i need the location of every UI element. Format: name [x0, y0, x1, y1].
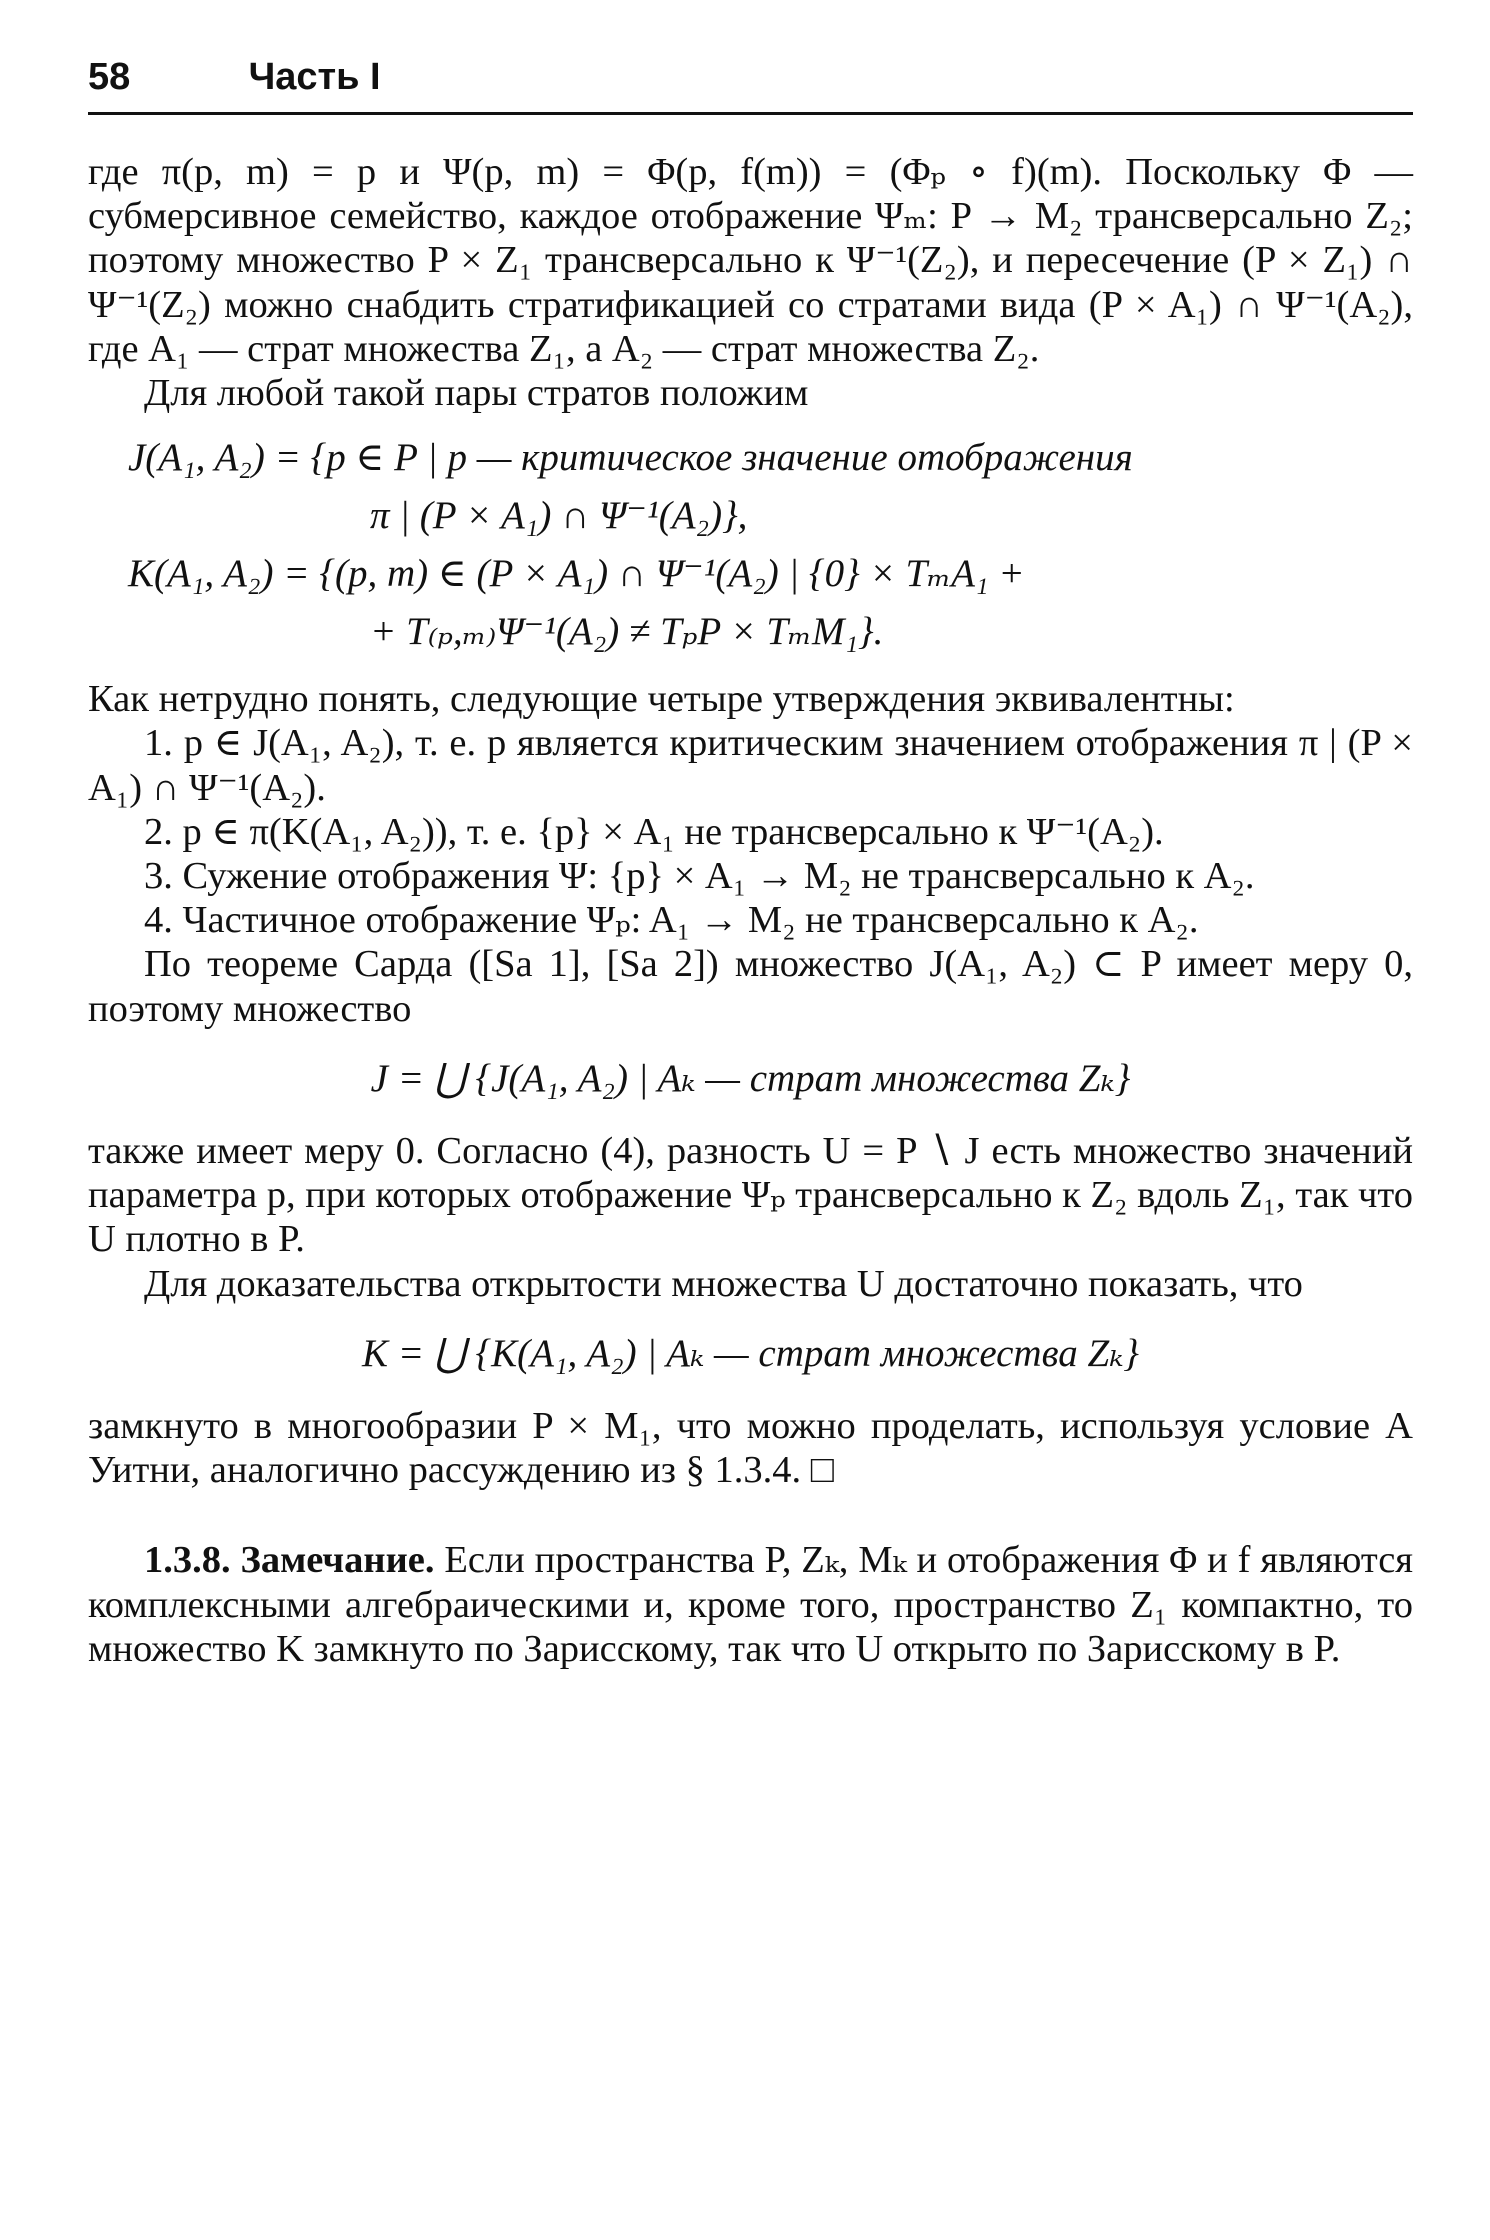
paragraph-6: Для доказательства открытости множества U достаточно показать, что [144, 1262, 1303, 1305]
remark-title: 1.3.8. Замечание. [144, 1539, 435, 1582]
paragraph-5: также имеет меру 0. Согласно (4), разность U = P ∖ J есть множество значений параметра p, при которых отображение Ψₚ трансверсально к Z₂ вдоль Z₁, так что U плотно в P. [88, 1130, 1413, 1261]
formula-line-1: J(A₁, A₂) = {p ∈ P | p — критическое значение отображения [128, 436, 1133, 480]
page-number: 58 [88, 56, 131, 98]
formula-line-2: π | (P × A₁) ∩ Ψ⁻¹(A₂)}, [370, 494, 748, 538]
header-rule [88, 112, 1413, 115]
list-item-2: 2. p ∈ π(K(A₁, A₂)), т. е. {p} × A₁ не трансверсально к Ψ⁻¹(A₂). [144, 810, 1164, 853]
part-title: Часть I [248, 56, 381, 98]
list-item-3: 3. Сужение отображения Ψ: {p} × A₁ → M₂ не трансверсально к A₂. [144, 855, 1255, 898]
paragraph-1: где π(p, m) = p и Ψ(p, m) = Φ(p, f(m)) = (Φₚ ∘ f)(m). Поскольку Φ — субмерсивное семейство, каждое отображение Ψₘ: P → M₂ трансверсально Z₂; поэтому множество P × Z₁ трансверсально к Ψ⁻¹(Z₂), и пересечение (P × Z₁) ∩ Ψ⁻¹(Z₂) можно снабдить стратификацией со стратами вида (P × A₁) ∩ Ψ⁻¹(A₂), где A₁ — страт множества Z₁, а A₂ — страт множества Z₂. [88, 151, 1413, 370]
paragraph-7: замкнуто в многообразии P × M₁, что можно проделать, используя условие A Уитни, аналогично рассуждению из § 1.3.4. □ [88, 1405, 1413, 1492]
list-item-4: 4. Частичное отображение Ψₚ: A₁ → M₂ не трансверсально к A₂. [144, 899, 1199, 942]
paragraph-3: Как нетрудно понять, следующие четыре утверждения эквивалентны: [88, 678, 1235, 721]
list-item-1: 1. p ∈ J(A₁, A₂), т. е. p является критическим значением отображения π | (P × A₁) ∩ Ψ⁻¹(A₂). [88, 722, 1413, 809]
formula-line-4: + T₍ₚ,ₘ₎Ψ⁻¹(A₂) ≠ TₚP × TₘM₁}. [370, 610, 884, 654]
formula-j-k-definitions [88, 429, 1413, 661]
page-body [88, 150, 1413, 1671]
paragraph-2: Для любой такой пары стратов положим [144, 372, 809, 415]
formula-k-union: K = ⋃ {K(A₁, A₂) | Aₖ — страт множества Zₖ} [361, 1331, 1140, 1375]
formula-line-3: K(A₁, A₂) = {(p, m) ∈ (P × A₁) ∩ Ψ⁻¹(A₂) | {0} × TₘA₁ + [128, 552, 1025, 596]
remark-paragraph [88, 1538, 1413, 1671]
formula-j-union: J = ⋃ {J(A₁, A₂) | Aₖ — страт множества Zₖ} [370, 1056, 1131, 1100]
paragraph-4: По теореме Сарда ([Sa 1], [Sa 2]) множество J(A₁, A₂) ⊂ P имеет меру 0, поэтому множество [88, 943, 1413, 1030]
remark-text: Если пространства P, Zₖ, Mₖ и отображения Φ и f являются комплексными алгебраическими и, кроме того, пространство Z₁ компактно, то множество K замкнуто по Зарисскому, так что U открыто по Зарисскому в P. [88, 1539, 1414, 1670]
page-header [88, 56, 1413, 99]
